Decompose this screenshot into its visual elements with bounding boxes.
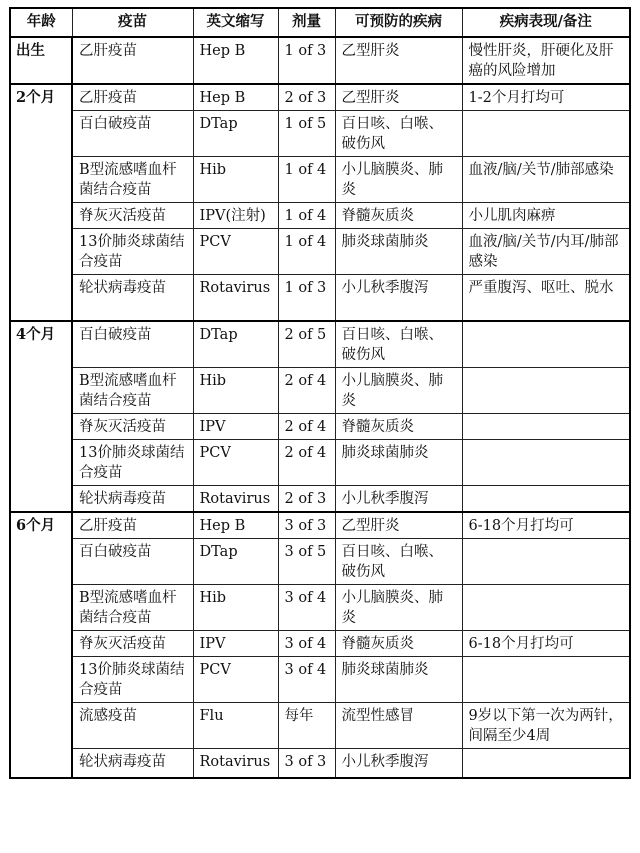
note-cell	[462, 656, 630, 702]
header-dose: 剂量	[278, 8, 335, 37]
disease-cell: 流型性感冒	[335, 702, 462, 748]
header-disease: 可预防的疾病	[335, 8, 462, 37]
disease-cell: 脊髓灰质炎	[335, 203, 462, 229]
table-row	[10, 439, 630, 485]
abbr-cell: DTap	[193, 321, 278, 368]
abbr-cell: PCV	[193, 439, 278, 485]
vaccine-cell: 13价肺炎球菌结合疫苗	[72, 656, 193, 702]
abbr-cell: Rotavirus	[193, 485, 278, 512]
table-row	[10, 512, 630, 539]
note-cell: 6-18个月打均可	[462, 630, 630, 656]
vaccine-table	[9, 7, 631, 779]
table-row	[10, 37, 630, 84]
vaccine-cell: 轮状病毒疫苗	[72, 748, 193, 778]
disease-cell: 乙型肝炎	[335, 37, 462, 84]
table-row	[10, 229, 630, 275]
table-body	[10, 37, 630, 778]
age-cell: 4个月	[10, 321, 72, 512]
disease-cell: 乙型肝炎	[335, 84, 462, 111]
note-cell: 9岁以下第一次为两针，间隔至少4周	[462, 702, 630, 748]
age-cell: 6个月	[10, 512, 72, 779]
note-cell	[462, 413, 630, 439]
disease-cell: 乙型肝炎	[335, 512, 462, 539]
abbr-cell: Hib	[193, 367, 278, 413]
abbr-cell: PCV	[193, 229, 278, 275]
disease-cell: 百日咳、白喉、破伤风	[335, 111, 462, 157]
vaccine-cell: 脊灰灭活疫苗	[72, 203, 193, 229]
age-cell: 出生	[10, 37, 72, 84]
vaccine-cell: 乙肝疫苗	[72, 512, 193, 539]
vaccine-cell: 轮状病毒疫苗	[72, 485, 193, 512]
header-abbr: 英文缩写	[193, 8, 278, 37]
vaccine-cell: 轮状病毒疫苗	[72, 275, 193, 321]
table-row	[10, 584, 630, 630]
dose-cell: 2 of 3	[278, 485, 335, 512]
disease-cell: 小儿秋季腹泻	[335, 275, 462, 321]
dose-cell: 2 of 4	[278, 439, 335, 485]
abbr-cell: IPV	[193, 413, 278, 439]
header-age: 年龄	[10, 8, 72, 37]
abbr-cell: Rotavirus	[193, 748, 278, 778]
disease-cell: 脊髓灰质炎	[335, 630, 462, 656]
vaccine-cell: B型流感嗜血杆菌结合疫苗	[72, 584, 193, 630]
note-cell: 6-18个月打均可	[462, 512, 630, 539]
table-row	[10, 413, 630, 439]
disease-cell: 肺炎球菌肺炎	[335, 439, 462, 485]
table-row	[10, 84, 630, 111]
vaccine-cell: 乙肝疫苗	[72, 84, 193, 111]
vaccine-cell: B型流感嗜血杆菌结合疫苗	[72, 367, 193, 413]
table-row	[10, 538, 630, 584]
disease-cell: 小儿脑膜炎、肺炎	[335, 157, 462, 203]
vaccine-cell: 百白破疫苗	[72, 111, 193, 157]
disease-cell: 百日咳、白喉、破伤风	[335, 321, 462, 368]
dose-cell: 2 of 5	[278, 321, 335, 368]
disease-cell: 小儿秋季腹泻	[335, 748, 462, 778]
abbr-cell: IPV	[193, 630, 278, 656]
note-cell: 慢性肝炎，肝硬化及肝癌的风险增加	[462, 37, 630, 84]
vaccine-schedule	[9, 7, 631, 779]
header-vaccine: 疫苗	[72, 8, 193, 37]
note-cell: 小儿肌肉麻痹	[462, 203, 630, 229]
table-row	[10, 157, 630, 203]
dose-cell: 2 of 3	[278, 84, 335, 111]
table-row	[10, 656, 630, 702]
table-row	[10, 702, 630, 748]
vaccine-cell: 脊灰灭活疫苗	[72, 630, 193, 656]
note-cell	[462, 439, 630, 485]
table-row	[10, 630, 630, 656]
table-row	[10, 203, 630, 229]
dose-cell: 2 of 4	[278, 413, 335, 439]
vaccine-cell: 百白破疫苗	[72, 538, 193, 584]
dose-cell: 3 of 4	[278, 630, 335, 656]
note-cell	[462, 111, 630, 157]
abbr-cell: IPV(注射)	[193, 203, 278, 229]
note-cell	[462, 485, 630, 512]
vaccine-cell: 百白破疫苗	[72, 321, 193, 368]
note-cell	[462, 367, 630, 413]
dose-cell: 2 of 4	[278, 367, 335, 413]
disease-cell: 小儿脑膜炎、肺炎	[335, 584, 462, 630]
abbr-cell: Hib	[193, 157, 278, 203]
table-row	[10, 485, 630, 512]
table-row	[10, 748, 630, 778]
dose-cell: 3 of 5	[278, 538, 335, 584]
header-row	[10, 8, 630, 37]
table-row	[10, 111, 630, 157]
vaccine-cell: 13价肺炎球菌结合疫苗	[72, 229, 193, 275]
disease-cell: 肺炎球菌肺炎	[335, 656, 462, 702]
table-row	[10, 321, 630, 368]
dose-cell: 3 of 3	[278, 512, 335, 539]
dose-cell: 1 of 5	[278, 111, 335, 157]
dose-cell: 1 of 4	[278, 229, 335, 275]
abbr-cell: Hib	[193, 584, 278, 630]
dose-cell: 1 of 3	[278, 275, 335, 321]
abbr-cell: Flu	[193, 702, 278, 748]
note-cell: 血液/脑/关节/肺部感染	[462, 157, 630, 203]
vaccine-cell: 13价肺炎球菌结合疫苗	[72, 439, 193, 485]
abbr-cell: PCV	[193, 656, 278, 702]
abbr-cell: DTap	[193, 538, 278, 584]
dose-cell: 1 of 3	[278, 37, 335, 84]
disease-cell: 小儿秋季腹泻	[335, 485, 462, 512]
dose-cell: 1 of 4	[278, 203, 335, 229]
note-cell: 1-2个月打均可	[462, 84, 630, 111]
dose-cell: 3 of 4	[278, 584, 335, 630]
note-cell	[462, 584, 630, 630]
abbr-cell: Rotavirus	[193, 275, 278, 321]
dose-cell: 1 of 4	[278, 157, 335, 203]
abbr-cell: Hep B	[193, 84, 278, 111]
note-cell	[462, 321, 630, 368]
abbr-cell: Hep B	[193, 37, 278, 84]
note-cell	[462, 748, 630, 778]
table-row	[10, 367, 630, 413]
disease-cell: 脊髓灰质炎	[335, 413, 462, 439]
abbr-cell: DTap	[193, 111, 278, 157]
abbr-cell: Hep B	[193, 512, 278, 539]
note-cell: 血液/脑/关节/内耳/肺部感染	[462, 229, 630, 275]
table-row	[10, 275, 630, 321]
header-note: 疾病表现/备注	[462, 8, 630, 37]
vaccine-cell: 脊灰灭活疫苗	[72, 413, 193, 439]
disease-cell: 肺炎球菌肺炎	[335, 229, 462, 275]
dose-cell: 3 of 4	[278, 656, 335, 702]
vaccine-cell: 乙肝疫苗	[72, 37, 193, 84]
age-cell: 2个月	[10, 84, 72, 321]
note-cell	[462, 538, 630, 584]
vaccine-cell: B型流感嗜血杆菌结合疫苗	[72, 157, 193, 203]
dose-cell: 3 of 3	[278, 748, 335, 778]
disease-cell: 百日咳、白喉、破伤风	[335, 538, 462, 584]
note-cell: 严重腹泻、呕吐、脱水	[462, 275, 630, 321]
disease-cell: 小儿脑膜炎、肺炎	[335, 367, 462, 413]
vaccine-cell: 流感疫苗	[72, 702, 193, 748]
dose-cell: 每年	[278, 702, 335, 748]
